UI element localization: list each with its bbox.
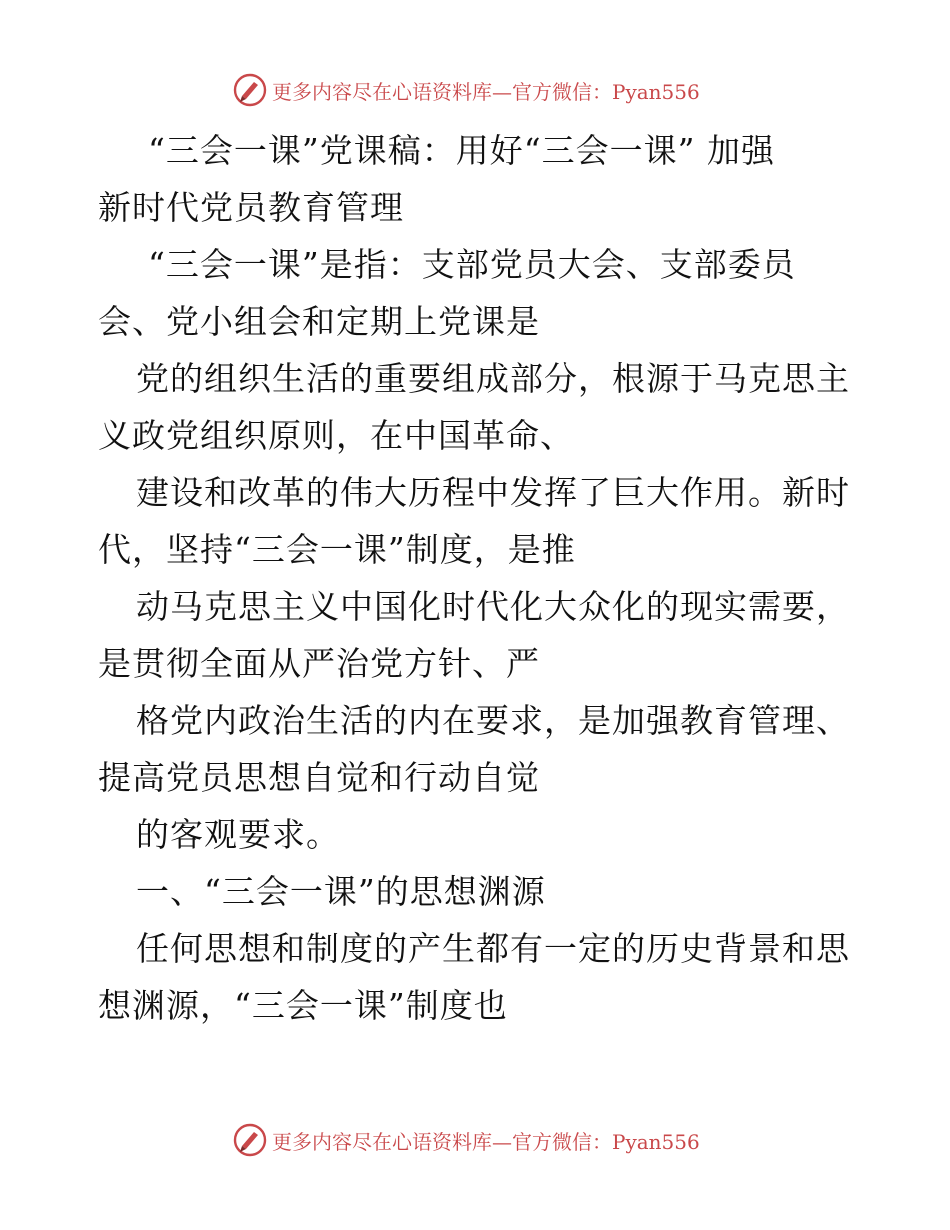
pen-circle-logo-icon — [232, 1122, 268, 1158]
paragraph-line: 的客观要求。 — [136, 815, 340, 854]
paragraph-line: 代，坚持“三会一课”制度，是推 — [98, 530, 576, 569]
header-watermark — [232, 70, 752, 110]
title-line-1: “三会一课”党课稿：用好“三会一课” 加强 — [148, 131, 775, 170]
paragraph-line: 是贯彻全面从严治党方针、严 — [98, 644, 540, 683]
pen-circle-logo-icon — [232, 72, 268, 108]
footer-watermark — [232, 1120, 752, 1160]
section-heading: 一、“三会一课”的思想渊源 — [136, 872, 546, 911]
watermark-text: 更多内容尽在心语资料库—官方微信：Pyan556 — [272, 1129, 700, 1154]
paragraph-line: 想渊源，“三会一课”制度也 — [98, 986, 508, 1025]
paragraph-line: 建设和改革的伟大历程中发挥了巨大作用。新时 — [136, 473, 850, 512]
paragraph-line: 会、党小组会和定期上党课是 — [98, 302, 540, 341]
paragraph-line: 义政党组织原则，在中国革命、 — [98, 416, 574, 455]
document-body — [98, 122, 858, 1034]
watermark-text: 更多内容尽在心语资料库—官方微信：Pyan556 — [272, 79, 700, 104]
paragraph-line: 任何思想和制度的产生都有一定的历史背景和思 — [136, 929, 850, 968]
title-line-2: 新时代党员教育管理 — [98, 188, 404, 227]
paragraph-line: 动马克思主义中国化时代化大众化的现实需要， — [136, 587, 850, 626]
paragraph-line: 党的组织生活的重要组成部分，根源于马克思主 — [136, 359, 850, 398]
paragraph-line: “三会一课”是指：支部党员大会、支部委员 — [148, 245, 796, 284]
paragraph-line: 格党内政治生活的内在要求，是加强教育管理、 — [136, 701, 850, 740]
paragraph-line: 提高党员思想自觉和行动自觉 — [98, 758, 540, 797]
